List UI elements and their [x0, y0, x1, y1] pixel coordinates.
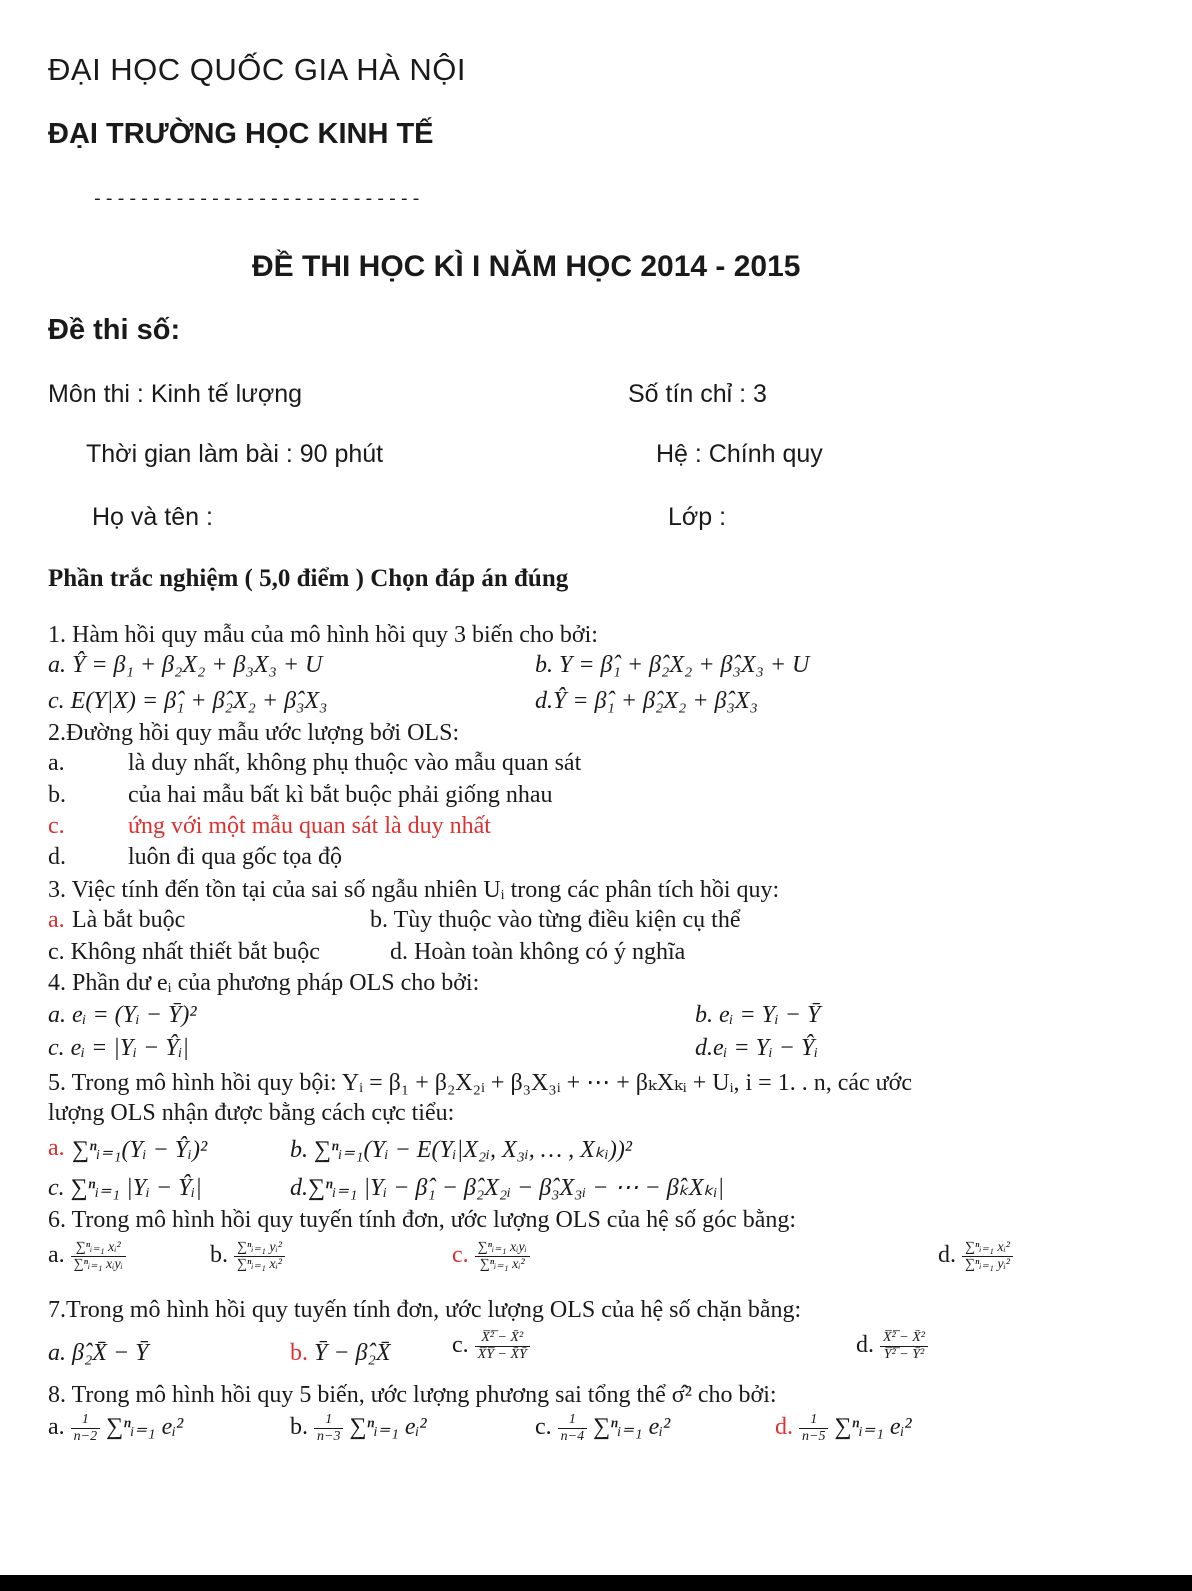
name-field: Họ và tên : [92, 503, 213, 531]
question-5-stem-line1: 5. Trong mô hình hồi quy bội: Yᵢ = β₁ + β₂X₂ᵢ + β₃X₃ᵢ + ⋯ + βₖXₖᵢ + Uᵢ, i = 1. . n, các ước [48, 1070, 913, 1096]
q6-b-numerator: ∑ⁿᵢ₌₁ yᵢ² [234, 1240, 285, 1257]
q2-option-b-letter: b. [48, 782, 66, 808]
question-4-stem: 4. Phần dư eᵢ của phương pháp OLS cho bởi: [48, 970, 480, 996]
q2-option-c-letter: c. [48, 813, 65, 839]
q6-option-a-letter: a. [48, 1242, 65, 1269]
system-field: Hệ : Chính quy [656, 440, 823, 468]
q6-a-numerator: ∑ⁿᵢ₌₁ xᵢ² [71, 1240, 126, 1257]
q6-a-denominator: ∑ⁿᵢ₌₁ xᵢyᵢ [73, 1257, 123, 1272]
q3-option-d: d. Hoàn toàn không có ý nghĩa [390, 939, 686, 965]
q8-b-denominator: n−3 [317, 1429, 341, 1444]
section-title: Phần trắc nghiệm ( 5,0 điểm ) Chọn đáp án đúng [48, 565, 569, 592]
subject-field: Môn thi : Kinh tế lượng [48, 380, 303, 408]
q5-option-c: c. ∑ⁿᵢ₌₁ |Yᵢ − Ŷᵢ| [48, 1175, 202, 1201]
q6-option-b-letter: b. [210, 1242, 228, 1269]
q6-option-d-letter: d. [938, 1242, 956, 1269]
q2-option-d: luôn đi qua gốc tọa độ [128, 844, 342, 870]
q3-option-b: b. Tùy thuộc vào từng điều kiện cụ thể [370, 907, 741, 933]
q1-option-b: b. Y = β̂₁ + β̂₂X₂ + β̂₃X₃ + U [535, 652, 810, 678]
q6-option-b [210, 1240, 285, 1273]
question-2-stem: 2.Đường hồi quy mẫu ước lượng bởi OLS: [48, 720, 460, 746]
question-3-stem: 3. Việc tính đến tồn tại của sai số ngẫu nhiên Uᵢ trong các phân tích hồi quy: [48, 877, 780, 903]
q3-option-c: c. Không nhất thiết bắt buộc [48, 939, 320, 965]
q7-option-d [856, 1330, 928, 1363]
q7-option-d-letter: d. [856, 1332, 874, 1359]
q8-option-b [290, 1412, 427, 1445]
q6-b-denominator: ∑ⁿᵢ₌₁ xᵢ² [237, 1257, 282, 1272]
q8-option-d-correct [775, 1412, 912, 1445]
q7-option-c [452, 1330, 530, 1363]
q2-option-a: là duy nhất, không phụ thuộc vào mẫu quan sát [128, 750, 582, 776]
class-field: Lớp : [668, 503, 727, 531]
duration-field: Thời gian làm bài : 90 phút [86, 440, 384, 468]
q8-option-a-letter: a. [48, 1414, 65, 1441]
q3-option-a: Là bắt buộc [72, 907, 186, 933]
q2-option-b: của hai mẫu bất kì bắt buộc phải giống nhau [128, 782, 553, 808]
credits-field: Số tín chỉ : 3 [628, 380, 767, 408]
q5-option-a-letter: a. [48, 1135, 65, 1161]
university-name: ĐẠI HỌC QUỐC GIA HÀ NỘI [48, 52, 466, 87]
question-7-stem: 7.Trong mô hình hồi quy tuyến tính đơn, ước lượng OLS của hệ số chặn bằng: [48, 1297, 802, 1323]
q1-option-d: d.Ŷ = β̂₁ + β̂₂X₂ + β̂₃X₃ [535, 688, 758, 714]
q7-option-b-expr: Ȳ − β̂₂X̄ [314, 1340, 391, 1366]
q4-option-a: a. eᵢ = (Yᵢ − Ȳ)² [48, 1002, 197, 1028]
q2-option-a-letter: a. [48, 750, 65, 776]
q1-option-a: a. Ŷ = β₁ + β₂X₂ + β₃X₃ + U [48, 652, 323, 678]
school-name: ĐẠI TRƯỜNG HỌC KINH TẾ [48, 118, 434, 150]
q8-a-denominator: n−2 [73, 1429, 98, 1444]
q6-option-d [938, 1240, 1013, 1273]
page-bottom-border [0, 1575, 1192, 1591]
q6-option-c-correct [452, 1240, 530, 1273]
q8-b-sum: ∑ⁿᵢ₌₁ eᵢ² [349, 1414, 427, 1441]
q8-d-denominator: n−5 [802, 1429, 826, 1444]
question-8-stem: 8. Trong mô hình hồi quy 5 biến, ước lượng phương sai tổng thể σ̂² cho bởi: [48, 1382, 777, 1408]
q6-c-denominator: ∑ⁿᵢ₌₁ xᵢ² [479, 1257, 525, 1272]
q7-option-b-correct [290, 1340, 391, 1367]
q7-option-a: a. β̂₂X̄ − Ȳ [48, 1340, 149, 1366]
q3-option-a-letter: a. [48, 907, 65, 933]
q6-d-denominator: ∑ⁿᵢ₌₁ yᵢ² [965, 1257, 1010, 1272]
q7-c-denominator: X̅Y̅ − X̄Ȳ [477, 1347, 527, 1362]
q8-option-c [535, 1412, 670, 1445]
q8-a-numerator: 1 [71, 1412, 100, 1429]
header-divider: ---------------------------- [92, 190, 423, 210]
q8-c-denominator: n−4 [560, 1429, 585, 1444]
q6-option-c-letter: c. [452, 1242, 469, 1269]
q7-option-b-letter: b. [290, 1340, 308, 1366]
q6-option-a [48, 1240, 126, 1273]
q6-d-numerator: ∑ⁿᵢ₌₁ xᵢ² [962, 1240, 1013, 1257]
q7-c-numerator: X̅²̅ − X̄² [475, 1330, 530, 1347]
q6-c-numerator: ∑ⁿᵢ₌₁ xᵢyᵢ [475, 1240, 530, 1257]
question-6-stem: 6. Trong mô hình hồi quy tuyến tính đơn, ước lượng OLS của hệ số góc bằng: [48, 1207, 797, 1233]
q4-option-b: b. eᵢ = Yᵢ − Ȳ [695, 1002, 821, 1028]
q8-d-sum: ∑ⁿᵢ₌₁ eᵢ² [834, 1414, 912, 1441]
q8-c-sum: ∑ⁿᵢ₌₁ eᵢ² [593, 1414, 671, 1441]
q8-d-numerator: 1 [799, 1412, 828, 1429]
q8-c-numerator: 1 [558, 1412, 587, 1429]
q5-option-b: b. ∑ⁿᵢ₌₁(Yᵢ − E(Yᵢ|X₂ᵢ, X₃ᵢ, … , Xₖᵢ))² [290, 1137, 632, 1163]
q8-b-numerator: 1 [314, 1412, 343, 1429]
q7-option-c-letter: c. [452, 1332, 469, 1359]
q5-option-a: ∑ⁿᵢ₌₁(Yᵢ − Ŷᵢ)² [72, 1137, 208, 1163]
q5-option-d: d.∑ⁿᵢ₌₁ |Yᵢ − β̂₁ − β̂₂X₂ᵢ − β̂₃X₃ᵢ − ⋯ − β̂ₖXₖᵢ| [290, 1175, 725, 1201]
q2-option-d-letter: d. [48, 844, 66, 870]
q4-option-d: d.eᵢ = Yᵢ − Ŷᵢ [695, 1035, 819, 1061]
q7-d-numerator: X̅²̅ − X̄² [880, 1330, 928, 1347]
exam-title: ĐỀ THI HỌC KÌ I NĂM HỌC 2014 - 2015 [252, 250, 801, 283]
q1-option-c: c. E(Y|X) = β̂₁ + β̂₂X₂ + β̂₃X₃ [48, 688, 328, 714]
exam-number-label: Đề thi số: [48, 314, 181, 346]
question-5-stem-line2: lượng OLS nhận được bằng cách cực tiểu: [48, 1100, 455, 1126]
q7-d-denominator: Y̅²̅ − Ȳ² [883, 1347, 925, 1362]
question-1-stem: 1. Hàm hồi quy mẫu của mô hình hồi quy 3 biến cho bởi: [48, 622, 598, 648]
q8-option-d-letter: d. [775, 1414, 793, 1441]
q8-a-sum: ∑ⁿᵢ₌₁ eᵢ² [106, 1414, 184, 1441]
q8-option-b-letter: b. [290, 1414, 308, 1441]
q2-option-c-correct: ứng với một mẫu quan sát là duy nhất [128, 813, 491, 839]
q8-option-a [48, 1412, 183, 1445]
q4-option-c: c. eᵢ = |Yᵢ − Ŷᵢ| [48, 1035, 189, 1061]
q8-option-c-letter: c. [535, 1414, 552, 1441]
